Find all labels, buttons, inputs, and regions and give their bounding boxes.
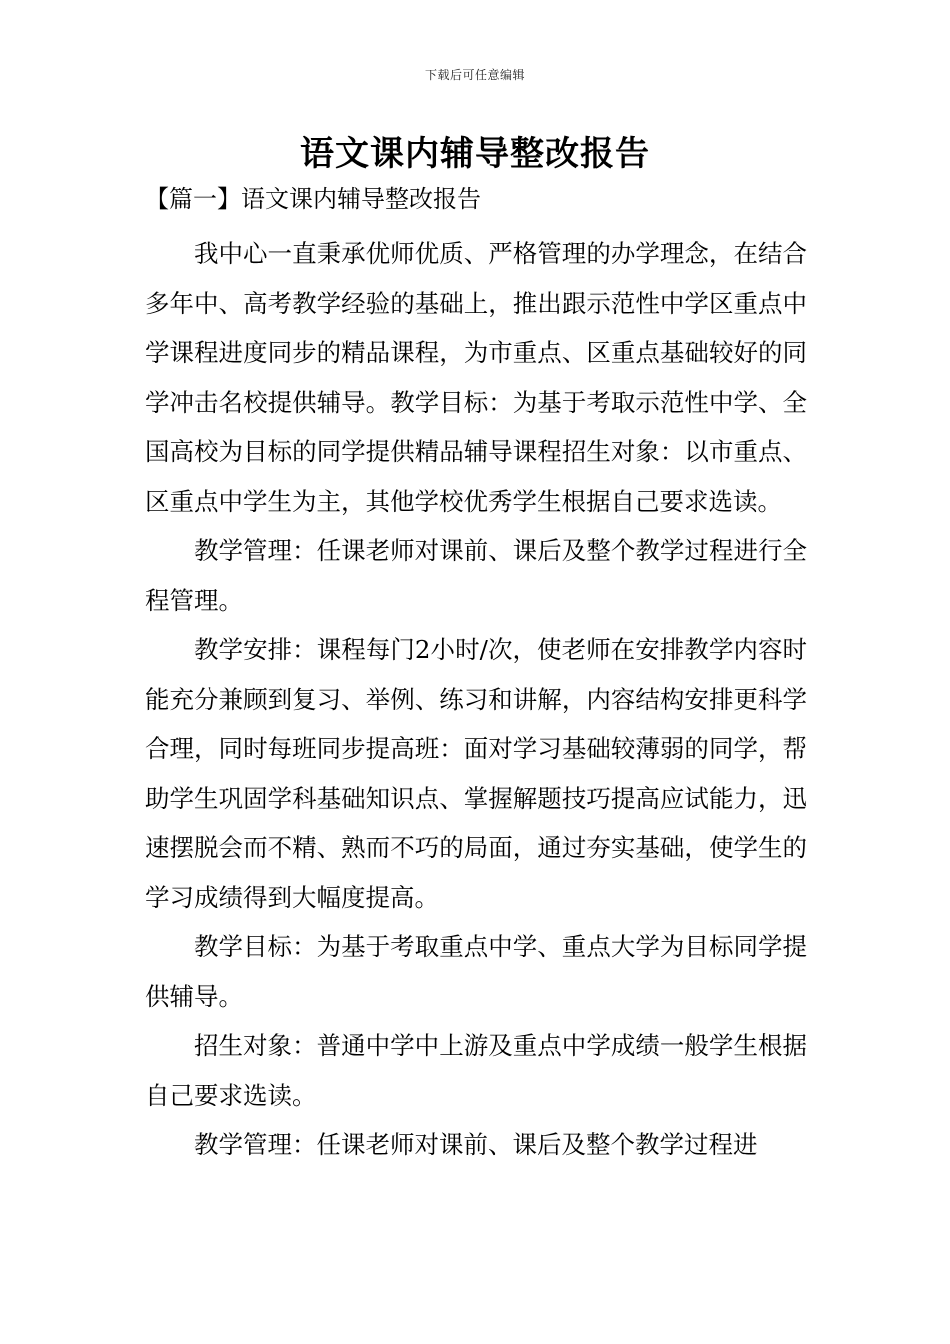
section-heading: 【篇一】语文课内辅导整改报告 [145,185,481,213]
document-body [145,229,807,1170]
paragraph: 教学管理：任课老师对课前、课后及整个教学过程进 [194,1130,758,1159]
document-title: 语文课内辅导整改报告 [300,134,650,174]
paragraph: 我中心一直秉承优师优质、严格管理的办学理念，在结合多年中、高考教学经验的基础上，推出跟示范性中学区重点中学课程进度同步的精品课程，为市重点、区重点基础较好的同学冲击名校提供辅导。教学目标：为基于考取示范性中学、全国高校为目标的同学提供精品辅导课程招生对象：以市重点、区重点中学生为主，其他学校优秀学生根据自己要求选读。 [145,239,807,516]
paragraph: 教学安排：课程每门2小时/次，使老师在安排教学内容时能充分兼顾到复习、举例、练习和讲解，内容结构安排更科学合理，同时每班同步提高班：面对学习基础较薄弱的同学，帮助学生巩固学科基础知识点、掌握解题技巧提高应试能力，迅速摆脱会而不精、熟而不巧的局面，通过夯实基础，使学生的学习成绩得到大幅度提高。 [145,635,807,912]
paragraph: 教学管理：任课老师对课前、课后及整个教学过程进行全程管理。 [145,536,807,615]
paragraph: 招生对象：普通中学中上游及重点中学成绩一般学生根据自己要求选读。 [145,1031,807,1110]
paragraph: 教学目标：为基于考取重点中学、重点大学为目标同学提供辅导。 [145,932,807,1011]
header-note: 下载后可任意编辑 [424,68,525,82]
